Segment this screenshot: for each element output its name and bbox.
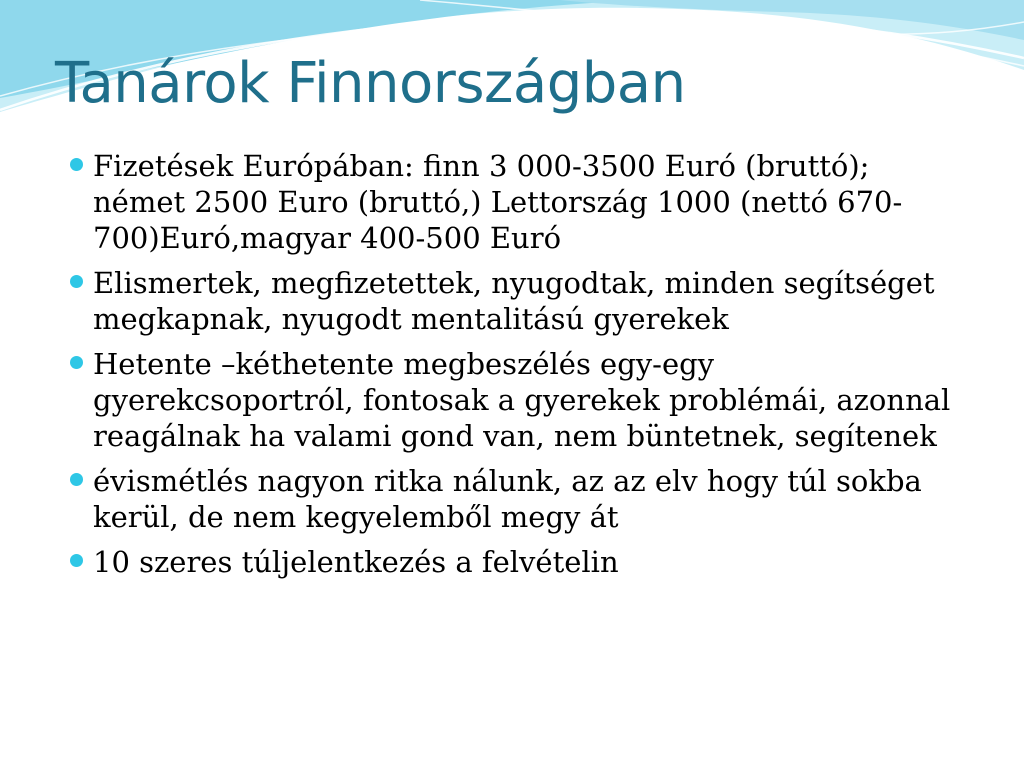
bullet-dot-icon (70, 356, 83, 369)
bullet-dot-icon (70, 554, 83, 567)
bullet-text: Fizetések Európában: finn 3 000-3500 Euró (bruttó); német 2500 Euro (bruttó,) Lettország 1000 (nettó 670-700)Euró,magyar 400-500 Euró (93, 149, 903, 255)
bullet-dot-icon (70, 275, 83, 288)
bullet-item (70, 265, 970, 337)
bullet-item (70, 463, 970, 535)
bullet-item (70, 148, 970, 256)
bullet-list (70, 148, 970, 589)
bullet-dot-icon (70, 473, 83, 486)
bullet-item (70, 544, 970, 580)
slide-title: Tanárok Finnországban (55, 51, 686, 116)
bullet-text: Elismertek, megfizetettek, nyugodtak, minden segítséget megkapnak, nyugodt mentalitású gyerekek (93, 266, 935, 336)
bullet-text: Hetente –kéthetente megbeszélés egy-egy gyerekcsoportról, fontosak a gyerekek problémái, azonnal reagálnak ha valami gond van, nem büntetnek, segítenek (93, 347, 951, 453)
bullet-dot-icon (70, 158, 83, 171)
bullet-text: 10 szeres túljelentkezés a felvételin (93, 545, 619, 579)
bullet-text: évismétlés nagyon ritka nálunk, az az elv hogy túl sokba kerül, de nem kegyelemből megy át (93, 464, 922, 534)
bullet-item (70, 346, 970, 454)
